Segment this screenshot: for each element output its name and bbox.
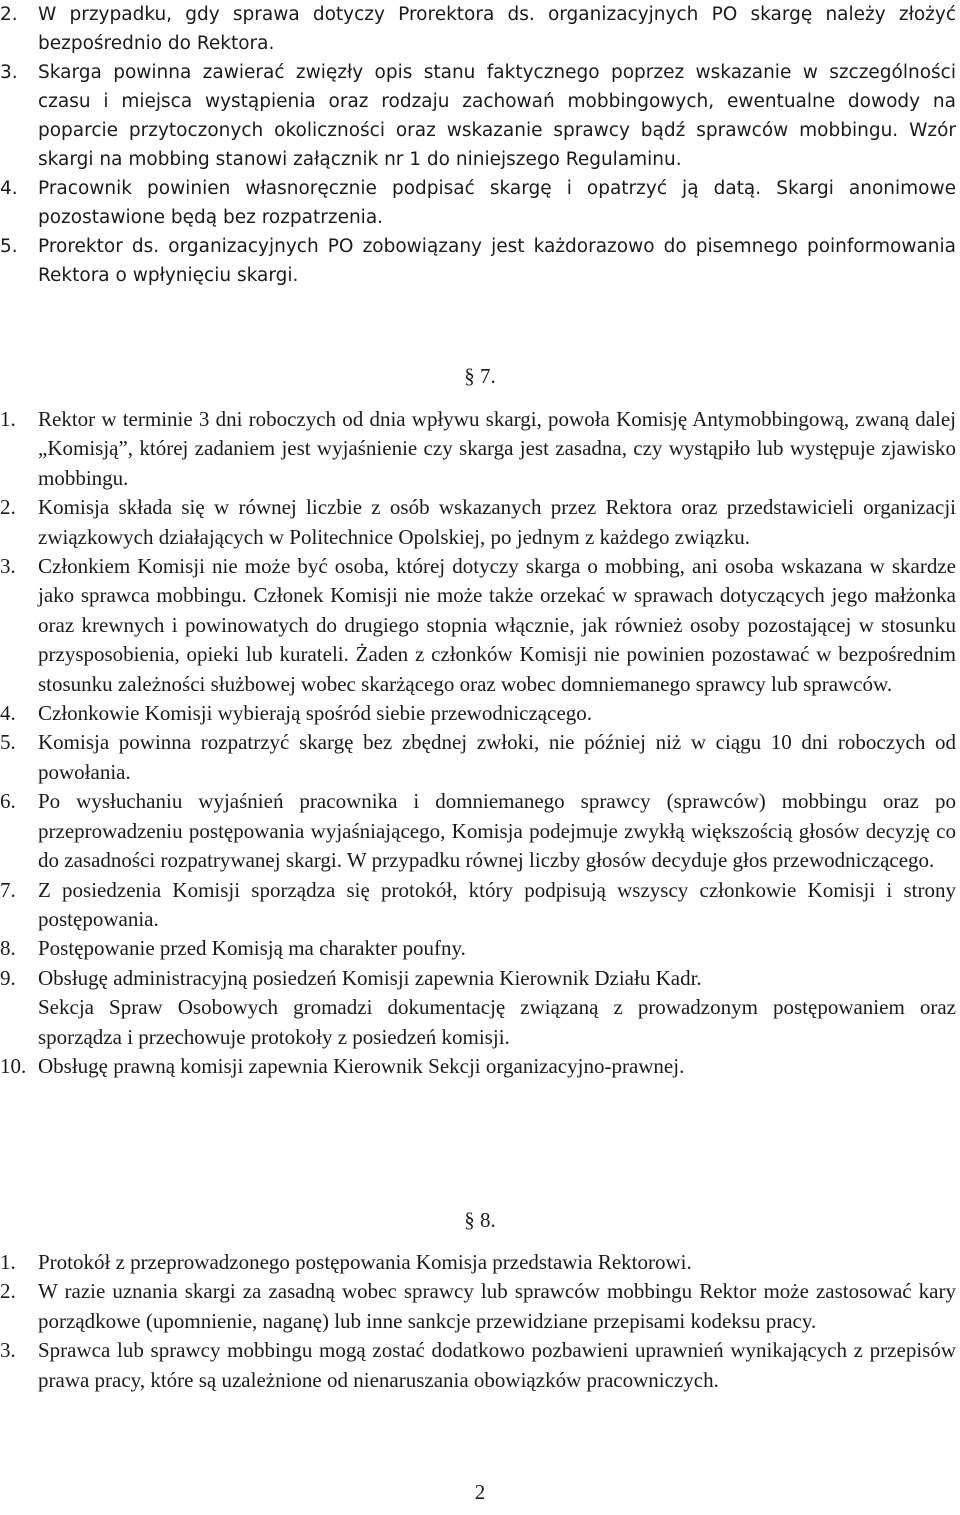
list-item <box>0 964 960 993</box>
item-text: W przypadku, gdy sprawa dotyczy Prorektora ds. organizacyjnych PO skargę należy złożyć bezpośrednio do Rektora. <box>38 4 956 54</box>
page-number: 2 <box>474 1480 486 1504</box>
item-number: 2. <box>0 495 16 520</box>
item-number: 4. <box>0 178 18 199</box>
item-text: Pracownik powinien własnoręcznie podpisać skargę i opatrzyć ją datą. Skargi anonimowe pozostawione będą bez rozpatrzenia. <box>38 178 956 228</box>
item-text: Rektor w terminie 3 dni roboczych od dnia wpływu skargi, powoła Komisję Antymobbingową, zwaną dalej „Komisją”, której zadaniem jest wyjaśnienie czy skarga jest zasadna, czy wystąpiło lub występuje zjawisko mobbingu. <box>38 407 956 490</box>
section-8-body <box>0 1248 960 1395</box>
list-item <box>0 876 960 935</box>
item-number: 3. <box>0 554 16 579</box>
section-7-body <box>0 405 960 1081</box>
list-item <box>0 728 960 787</box>
list-item <box>0 699 960 728</box>
item-number: 1. <box>0 1250 16 1274</box>
item-number: 3. <box>0 1338 16 1363</box>
item-continuation-text: Sekcja Spraw Osobowych gromadzi dokumentację związaną z prowadzonym postępowaniem oraz sporządza i przechowuje protokoły z posiedzeń komisji. <box>38 995 956 1049</box>
list-item <box>0 1336 960 1395</box>
list-item <box>0 174 960 232</box>
item-text: Obsługę administracyjną posiedzeń Komisji zapewnia Kierownik Działu Kadr. <box>38 965 702 990</box>
item-text: Sprawca lub sprawcy mobbingu mogą zostać dodatkowo pozbawieni uprawnień wynikających z przepisów prawa pracy, które są uzależnione od nienaruszania obowiązków pracowniczych. <box>38 1338 956 1392</box>
section-complaint-procedure <box>0 0 960 290</box>
item-text: Postępowanie przed Komisją ma charakter poufny. <box>38 936 466 961</box>
list-item <box>0 0 960 58</box>
item-text: Członkowie Komisji wybierają spośród siebie przewodniczącego. <box>38 701 593 726</box>
list-item <box>0 493 960 552</box>
item-number: 10. <box>0 1053 27 1078</box>
item-text: Komisja składa się w równej liczbie z osób wskazanych przez Rektora oraz przedstawicieli organizacji związkowych działających w Politechnice Opolskiej, po jednym z każdego związku. <box>38 495 956 549</box>
list-item <box>0 787 960 875</box>
list-item <box>0 58 960 174</box>
list-item <box>0 232 960 290</box>
item-number: 3. <box>0 62 18 83</box>
section-8-heading: § 8. <box>464 1208 496 1232</box>
list-item <box>0 1052 960 1081</box>
item-text: W razie uznania skargi za zasadną wobec sprawcy lub sprawców mobbingu Rektor może zastosować kary porządkowe (upomnienie, naganę) lub inne sankcje przewidziane przepisami kodeksu pracy. <box>38 1279 956 1333</box>
list-item <box>0 1248 960 1277</box>
item-number: 4. <box>0 701 16 726</box>
item-number: 7. <box>0 877 16 902</box>
item-text: Obsługę prawną komisji zapewnia Kierownik Sekcji organizacyjno-prawnej. <box>38 1053 685 1078</box>
item-text: Po wysłuchaniu wyjaśnień pracownika i domniemanego sprawcy (sprawców) mobbingu oraz po przeprowadzeniu postępowania wyjaśniającego, Komisja podejmuje zwykłą większością głosów decyzję co do zasadności rozpatrywanej skargi. W przypadku równej liczby głosów decyduje głos przewodniczącego. <box>38 789 956 873</box>
item-number: 5. <box>0 730 16 755</box>
item-text: Członkiem Komisji nie może być osoba, której dotyczy skarga o mobbing, ani osoba wskazana w skardze jako sprawca mobbingu. Członek Komisji nie może także orzekać w sprawach dotyczących jego małżonka oraz krewnych i powinowatych do drugiego stopnia włącznie, jak również osoby pozostającej w stosunku przysposobienia, opieki lub kurateli. Żaden z członków Komisji nie powinien pozostawać w bezpośrednim stosunku zależności służbowej wobec skarżącego oraz wobec domniemanego sprawcy lub sprawców. <box>38 554 956 696</box>
item-number: 1. <box>0 407 16 431</box>
item-number: 5. <box>0 236 18 257</box>
item-number: 9. <box>0 965 16 990</box>
item-number: 2. <box>0 4 18 25</box>
item-number: 2. <box>0 1279 16 1304</box>
item-text: Z posiedzenia Komisji sporządza się protokół, który podpisują wszyscy członkowie Komisji i strony postępowania. <box>38 877 956 931</box>
list-item <box>0 934 960 963</box>
item-number: 6. <box>0 789 16 814</box>
item-number: 8. <box>0 936 16 961</box>
list-item <box>0 405 960 493</box>
item-text: Protokół z przeprowadzonego postępowania Komisja przedstawia Rektorowi. <box>38 1250 692 1274</box>
list-item <box>0 1277 960 1336</box>
item-text: Prorektor ds. organizacyjnych PO zobowiązany jest każdorazowo do pisemnego poinformowania Rektora o wpłynięciu skargi. <box>38 236 956 286</box>
item-text: Komisja powinna rozpatrzyć skargę bez zbędnej zwłoki, nie później niż w ciągu 10 dni roboczych od powołania. <box>38 730 956 784</box>
section-7-heading: § 7. <box>464 364 496 388</box>
item-text: Skarga powinna zawierać zwięzły opis stanu faktycznego poprzez wskazanie w szczególności czasu i miejsca wystąpienia oraz rodzaju zachowań mobbingowych, ewentualne dowody na poparcie przytoczonych okoliczności oraz wskazanie sprawcy bądź sprawców mobbingu. Wzór skargi na mobbing stanowi załącznik nr 1 do niniejszego Regulaminu. <box>38 62 956 170</box>
list-item <box>0 552 960 699</box>
